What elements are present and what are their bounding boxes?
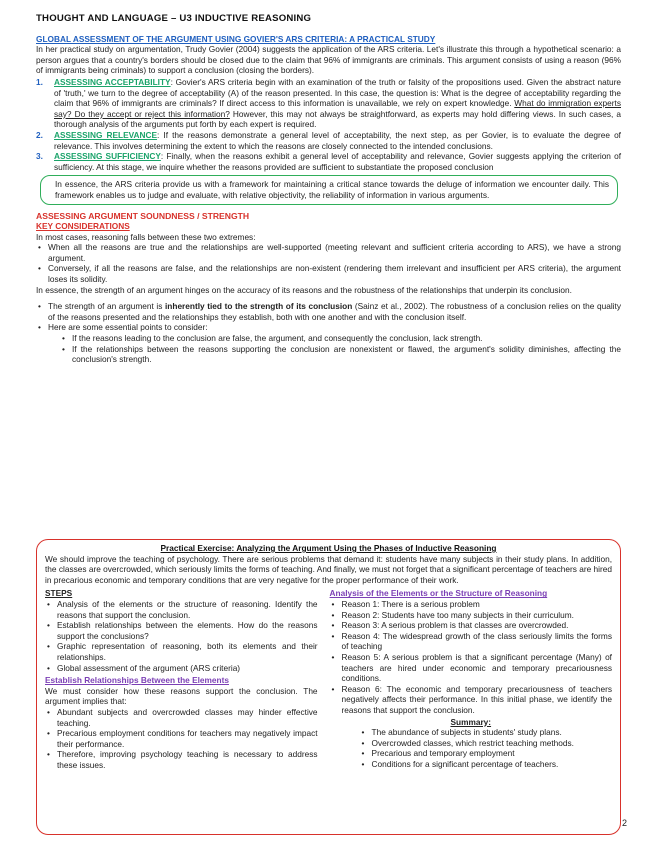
list-item: • The abundance of subjects in students' study plans. [360,727,612,738]
list-item: • Precarious and temporary employment [360,748,612,759]
page-header: THOUGHT AND LANGUAGE – U3 INDUCTIVE REASONING [36,13,312,24]
list-item: • Overcrowded classes, which restrict teaching methods. [360,738,612,749]
criterion-sufficiency: 3. ASSESSING SUFFICIENCY: Finally, when the reasons exhibit a general level of acceptability and relevance, Govier suggests applying the criterion of sufficiency. At this stage, we inquire whether the reasons provided are sufficient to substantiate the proposed conclusion [36,151,621,172]
essential-points-sublist [60,333,621,365]
list-item: • The strength of an argument is inherently tied to the strength of its conclusion (Sainz et al., 2002). The robustness of a conclusion relies on the quality of the reasons presented and the relationships they establish, both with one another and with the conclusion itself. [36,301,621,322]
list-item: • Graphic representation of reasoning, both its elements and their relationships. [45,641,318,662]
list-item: • Conversely, if all the reasons are false, and the relationships are non-existent (rendering them irrelevant and insufficient per ARS criteria), the argument loses its solidity. [36,263,621,284]
exercise-title: Practical Exercise: Analyzing the Argument Using the Phases of Inductive Reasoning [160,543,497,553]
list-item: • Reason 6: The economic and temporary precariousness of teachers negatively affects their performance. In this initial phase, we identify the reasons that support the conclusion. [330,684,612,716]
steps-list [45,599,318,673]
relations-intro: We must consider how these reasons support the conclusion. The argument implies that: [45,685,318,707]
practical-exercise-box [36,539,621,835]
list-item: • Reason 2: Students have too many subjects in their curriculum. [330,610,612,621]
criterion-relevance: 2. ASSESSING RELEVANCE: If the reasons demonstrate a general level of acceptability, the next step, as per Govier, is to evaluate the degree of relevance. This involves determining the extent to which the reasons are closely connected to the intended conclusions. [36,129,621,151]
list-item: • Reason 4: The widespread growth of the class seriously limits the forms of teaching [330,631,612,652]
ars-intro-paragraph: In her practical study on argumentation, Trudy Govier (2004) suggests the application of the ARS criteria. Let's illustrate this through a hypothetical scenario: a person argues that a country's borders should be closed due to the claim that 96% of immigrants are criminals. This argument consists of using a reason (96% of immigrants being criminals) to support a conclusion (closing the borders). [36,44,621,76]
list-item: • Analysis of the elements or the structure of reasoning. Identify the reasons that support the conclusion. [45,599,318,620]
analysis-heading: Analysis of the Elements or the Structure of Reasoning [329,588,548,599]
summary-heading: Summary: [450,716,492,727]
criterion-label: ASSESSING RELEVANCE [54,129,158,140]
criterion-label: ASSESSING SUFFICIENCY [54,151,161,162]
criterion-acceptability: 1. ASSESSING ACCEPTABILITY: Govier's ARS criteria begin with an examination of the truth or falsity of the propositions used. Given the abstract nature of 'truth,' we turn to the degree of acceptability (A) of the reason presented. In this case, the question is: What is the degree of acceptability regarding the claim that 96% of immigrants are criminals? If direct access to this information is unavailable, we rely on expert knowledge. What do immigration experts say? Do they accept or reject this information? However, this may not always be straightforward, as experts may hold differing views. In such cases, a thorough analysis of the arguments put forth by each expert is required. [36,76,621,130]
ars-criteria-list [36,77,621,172]
list-item: • Reason 3: A serious problem is that classes are overcrowded. [330,620,612,631]
exercise-left-column [45,588,318,770]
summary-list [360,727,612,769]
reasons-list [330,599,612,716]
list-item: • Conditions for a significant percentage of teachers. [360,759,612,770]
section-title-ars: GLOBAL ASSESSMENT OF THE ARGUMENT USING GOVIER'S ARS CRITERIA: A PRACTICAL STUDY [36,33,436,44]
extremes-list [36,242,621,284]
list-item: • If the relationships between the reasons supporting the conclusion are nonexistent or flawed, the argument's solidity diminishes, affecting the conclusion's strength. [60,344,621,365]
section-title-soundness: ASSESSING ARGUMENT SOUNDNESS / STRENGTH [36,210,250,221]
key-considerations-heading: KEY CONSIDERATIONS [36,221,130,232]
soundness-lead: In most cases, reasoning falls between these two extremes: [36,231,256,242]
exercise-intro: We should improve the teaching of psychology. There are serious problems that demand it: students have many subjects in their study plans. In addition, the classes are overcrowded, which seriously limits the forms of teaching. And finally, we must not forget that a significant percentage of teachers are hired in precarious economic and temporary conditions that are very negative for the proper performance of their work. [45,553,612,585]
relations-heading: Establish Relationships Between the Elements [45,675,229,686]
criterion-label: ASSESSING ACCEPTABILITY [54,76,171,87]
page-number: 2 [621,818,627,828]
list-item: • When all the reasons are true and the relationships are well-supported (meeting relevant and sufficient criteria according to ARS), we have a strong argument. [36,242,621,263]
soundness-essence: In essence, the strength of an argument hinges on the accuracy of its reasons and the robustness of the relationships that underpin its conclusion. [36,284,572,295]
ars-summary-box: In essence, the ARS criteria provide us with a framework for maintaining a critical stance towards the deluge of information we encounter daily. This framework enables us to judge and evaluate, with relative objectivity, the reliability of information in various arguments. [40,175,618,204]
document-page [36,14,621,365]
relations-list [45,707,318,771]
exercise-columns [45,588,612,770]
list-item: • Here are some essential points to consider: • If the reasons leading to the conclusion are false, the argument, and consequently the conclusion, lack strength. • If the relationships between the reasons supporting the conclusion are nonexistent or flawed, the argument's solidity diminishes, affecting the conclusion's strength. [36,322,621,364]
list-item: • Therefore, improving psychology teaching is necessary to address these issues. [45,749,318,770]
list-item: • Reason 1: There is a serious problem [330,599,612,610]
steps-heading: STEPS [45,588,73,599]
soundness-points [36,301,621,365]
list-item: • Abundant subjects and overcrowded classes may hinder effective teaching. [45,707,318,728]
list-item: • Global assessment of the argument (ARS criteria) [45,663,318,674]
list-item: • Reason 5: A serious problem is that a significant percentage (Many) of teachers are hired under economic and temporary precariousness conditions. [330,652,612,684]
exercise-right-column [330,588,612,770]
list-item: • Precarious employment conditions for teachers may negatively impact their performance. [45,728,318,749]
list-item: • Establish relationships between the elements. How do the reasons support the conclusions? [45,620,318,641]
list-item: • If the reasons leading to the conclusion are false, the argument, and consequently the conclusion, lack strength. [60,333,621,344]
